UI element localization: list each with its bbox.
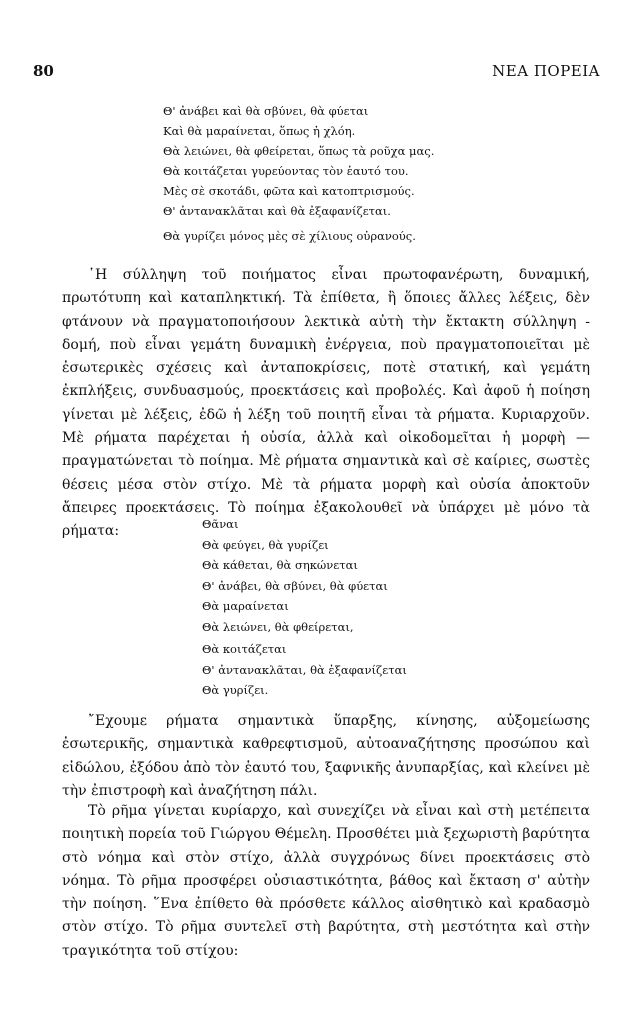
- poem-line: Θὰ κοιτάζεται γυρεύοντας τὸν ἑαυτό του.: [163, 164, 409, 178]
- poem-line: Θὰ μαραίνεται: [202, 599, 289, 613]
- poem-line: Θὰ φεύγει, θὰ γυρίζει: [202, 537, 329, 552]
- poem-line: Θὰ γυρίζει.: [202, 683, 269, 697]
- verbs-excerpt-group-1: [202, 514, 388, 637]
- page-number: 80: [33, 62, 54, 80]
- verbs-excerpt-group-2: [202, 639, 407, 701]
- poem-line: Καὶ θὰ μαραίνεται, ὅπως ἡ χλόη.: [163, 124, 356, 138]
- poem-line: Θ' ἀνάβει, θὰ σβύνει, θὰ φύεται: [202, 578, 388, 593]
- poem-line: Θ' ἀντανακλᾶται, θὰ ἐξαφανίζεται: [202, 662, 407, 677]
- poem-excerpt-1: [163, 101, 434, 221]
- poem-line: Θ' ἀνάβει καὶ θὰ σβύνει, θὰ φύεται: [163, 104, 369, 118]
- body-paragraph-2: ῎Εχουμε ρήματα σημαντικὰ ὕπαρξης, κίνησης, αὐξομείωσης ἐσωτερικῆς, σημαντικὰ καθρεφτισμοῦ, αὐτοαναζήτησης προσώπου καὶ εἰδώλου, ἐξόδου ἀπὸ τὸν ἑαυτό του, ξαφνικῆς ἀνυπαρξίας, καὶ κλείνει μὲ τὴν ἐπιστροφὴ καὶ ἀναζήτηση πάλι.: [62, 713, 590, 799]
- body-paragraph-3: Τὸ ρῆμα γίνεται κυρίαρχο, καὶ συνεχίζει νὰ εἶναι καὶ στὴ μετέπειτα ποιητικὴ πορεία τοῦ Γιώργου Θέμελη. Προσθέτει μιὰ ξεχωριστὴ βαρύτητα στὸ νόημα καὶ στὸν στίχο, ἀλλὰ συγχρόνως δίνει προεκτάσεις στὸ νόημα. Τὸ ρῆμα προσφέρει οὐσιαστικότητα, βάθος καὶ ἔκταση σ' αὐτὴν τὴν ποίηση. ῞Ενα ἐπίθετο θὰ πρόσθετε κάλλος αἰσθητικὸ καὶ κραδασμὸ στὸν στίχο. Τὸ ρῆμα συντελεῖ στὴ βαρύτητα, στὴ μεστότητα καὶ στὴν τραγικότητα τοῦ στίχου:: [62, 803, 590, 959]
- poem-line: Θὰ κοιτάζεται: [202, 642, 287, 656]
- poem-line: Μὲς σὲ σκοτάδι, φῶτα καὶ κατοπτρισμούς.: [163, 184, 415, 198]
- poem-line: Θὰ γυρίζει μόνος μὲς σὲ χίλιους οὐρανούς.: [163, 229, 416, 243]
- poem-line: Θὰ λειώνει, θὰ φθείρεται, ὅπως τὰ ροῦχα μας.: [163, 144, 435, 158]
- poem-line: Θὰ κάθεται, θὰ σηκώνεται: [202, 558, 358, 572]
- poem-line: Θ' ἀντανακλᾶται καὶ θὰ ἐξαφανίζεται.: [163, 204, 391, 218]
- poem-line: Θᾶναι: [202, 517, 239, 531]
- running-header-title: ΝΕΑ ΠΟΡΕΙΑ: [492, 62, 600, 80]
- poem-excerpt-1-closing-line: [163, 226, 416, 246]
- poem-line: Θὰ λειώνει, θὰ φθείρεται,: [202, 619, 354, 634]
- body-paragraph-1: ῾Η σύλληψη τοῦ ποιήματος εἶναι πρωτοφανέρωτη, δυναμική, πρωτότυπη καὶ καταπληκτική. Τὰ ἐπίθετα, ἢ ὅποιες ἄλλες λέξεις, δὲν φτάνουν νὰ πραγματοποιήσουν λεκτικὰ αὐτὴ τὴν ἔκτακτη σύλληψη - δομή, ποὺ εἶναι γεμάτη δυναμικὴ ἐνέργεια, ποὺ πραγματοποιεῖται μὲ ἐσωτερικὲς σχέσεις καὶ ἀνταποκρίσεις, ποτὲ στατική, καὶ γεμάτη ἐκπλήξεις, συνδυασμούς, προεκτάσεις καὶ προβολές. Καὶ ἀφοῦ ἡ ποίηση γίνεται μὲ λέξεις, ἐδῶ ἡ λέξη τοῦ ποιητῆ εἶναι τὰ ρήματα. Κυριαρχοῦν. Μὲ ρήματα παρέχεται ἡ οὐσία, ἀλλὰ καὶ οἰκοδομεῖται ἡ μορφὴ — πραγματώνεται τὸ ποίημα. Μὲ ρήματα σημαντικὰ καὶ σὲ καίριες, σωστὲς θέσεις μέσα στὸν στίχο. Μὲ τὰ ρήματα μορφὴ καὶ οὐσία ἀποκτοῦν ἄπειρες προεκτάσεις. Τὸ ποίημα ἐξακολουθεῖ νὰ ὑπάρχει μὲ μόνο τὰ ρήματα:: [62, 267, 590, 540]
